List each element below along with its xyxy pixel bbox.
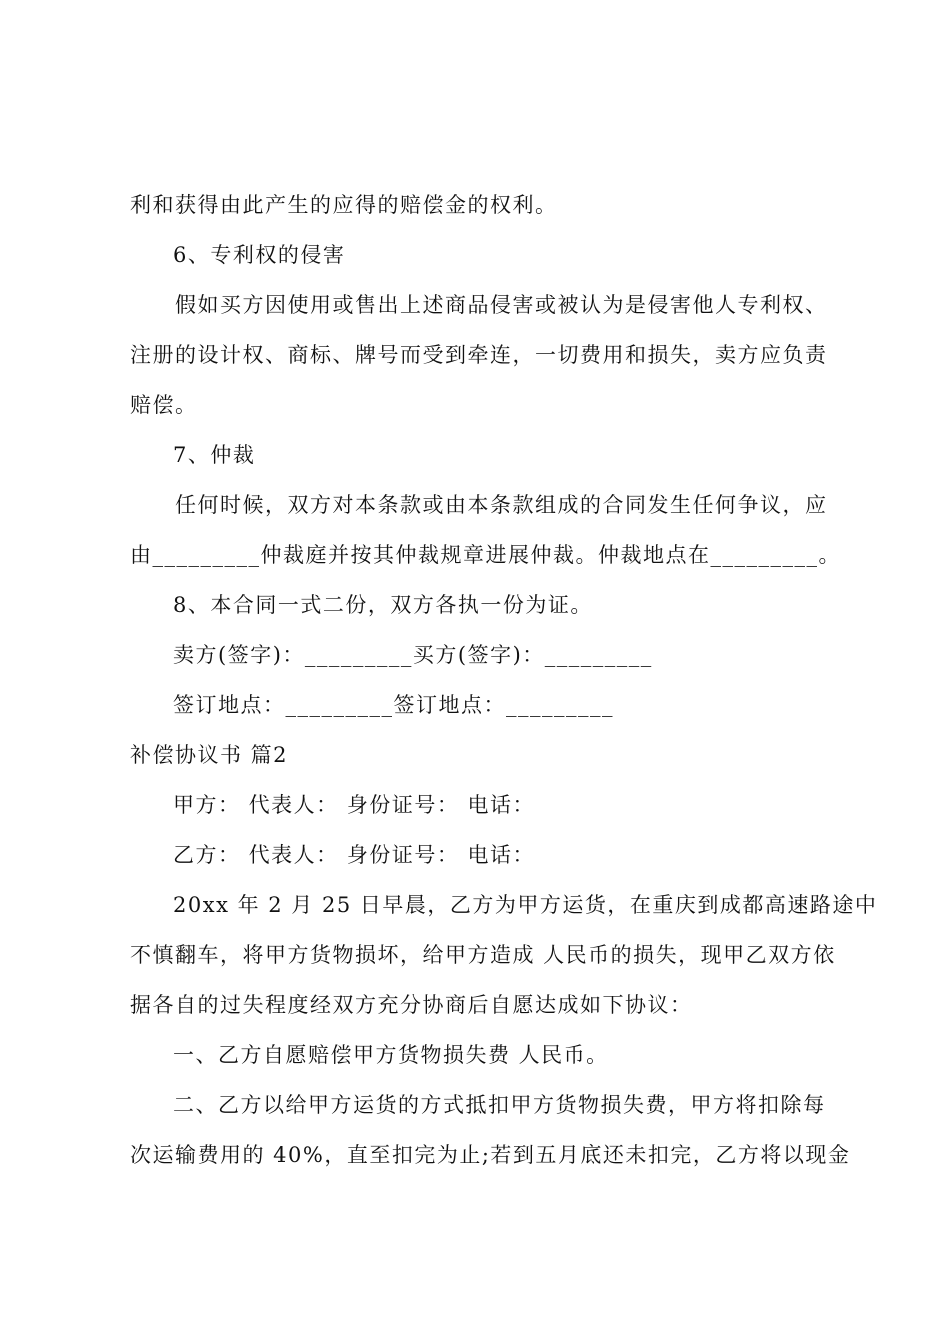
paragraph-line: 利和获得由此产生的应得的赔偿金的权利。 [130, 193, 558, 217]
clause-1: 一、乙方自愿赔偿甲方货物损失费 人民币。 [173, 1043, 609, 1067]
paragraph-line: 任何时候，双方对本条款或由本条款组成的合同发生任何争议，应 [175, 493, 828, 517]
paragraph-line: 赔偿。 [130, 393, 198, 417]
document-title: 补偿协议书 篇2 [130, 743, 289, 767]
party-b-line: 乙方： 代表人： 身份证号： 电话： [173, 843, 536, 867]
paragraph-line: 不慎翻车，将甲方货物损坏，给甲方造成 人民币的损失，现甲乙双方依 [130, 943, 836, 967]
section-heading-8: 8、本合同一式二份，双方各执一份为证。 [173, 593, 593, 617]
signing-place-line: 签订地点：_________签订地点：_________ [173, 693, 614, 717]
signature-line: 卖方(签字)：_________买方(签字)：_________ [173, 643, 653, 667]
paragraph-line: 20xx 年 2 月 25 日早晨，乙方为甲方运货，在重庆到成都高速路途中 [173, 893, 878, 917]
party-a-line: 甲方： 代表人： 身份证号： 电话： [173, 793, 536, 817]
paragraph-line: 由_________仲裁庭并按其仲裁规章进展仲裁。仲裁地点在_________。 [130, 543, 841, 567]
clause-2: 二、乙方以给甲方运货的方式抵扣甲方货物损失费，甲方将扣除每 [173, 1093, 826, 1117]
paragraph-line: 注册的设计权、商标、牌号而受到牵连，一切费用和损失，卖方应负责 [130, 343, 828, 367]
paragraph-line: 次运输费用的 40%，直至扣完为止;若到五月底还未扣完，乙方将以现金 [130, 1143, 851, 1167]
section-heading-6: 6、专利权的侵害 [173, 243, 346, 267]
paragraph-line: 据各自的过失程度经双方充分协商后自愿达成如下协议： [130, 993, 693, 1017]
paragraph-line: 假如买方因使用或售出上述商品侵害或被认为是侵害他人专利权、 [175, 293, 828, 317]
section-heading-7: 7、仲裁 [173, 443, 256, 467]
